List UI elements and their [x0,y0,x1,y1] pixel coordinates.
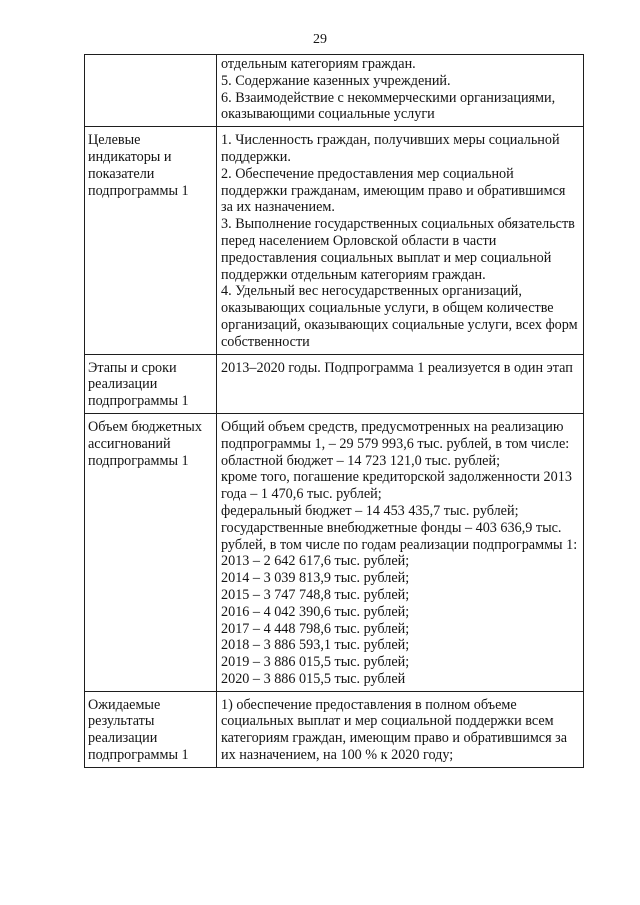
row-label: Объем бюджетных ассигнований подпрограммы 1 [85,413,217,691]
text-line: кроме того, погашение кредиторской задолженности 2013 года – 1 470,6 тыс. рублей; [221,469,572,503]
text-line: федеральный бюджет – 14 453 435,7 тыс. рублей; [221,502,519,519]
text-line: 1. Численность граждан, получивших меры социальной поддержки. [221,132,560,165]
row-label: Этапы и сроки реализации подпрограммы 1 [85,354,217,413]
row-value [217,413,584,691]
table-row [85,691,584,767]
row-label: Целевые индикаторы и показатели подпрограммы 1 [85,127,217,354]
text-line: 2013–2020 годы. Подпрограмма 1 реализуется в один этап [221,359,573,376]
table-row [85,354,584,413]
text-line: 1) обеспечение предоставления в полном объеме социальных выплат и мер социальной поддержки всем категориям граждан, имеющим право и обратившимся за их назначением, на 100 % к 2020 году; [221,696,568,764]
text-line: 2013 – 2 642 617,6 тыс. рублей; [221,553,410,570]
text-line: отдельным категориям граждан. [221,56,416,72]
text-line: 5. Содержание казенных учреждений. [221,72,451,89]
row-value [217,55,584,127]
table-row [85,127,584,354]
text-line: Общий объем средств, предусмотренных на реализацию подпрограммы 1, – 29 579 993,6 тыс. рублей, в том числе: областной бюджет – 14 723 121,0 тыс. рублей; [221,418,570,469]
text-line: 2019 – 3 886 015,5 тыс. рублей; [221,654,410,671]
subprogram-passport-table [84,54,584,768]
text-line: 2020 – 3 886 015,5 тыс. рублей [221,670,406,687]
text-line: 2015 – 3 747 748,8 тыс. рублей; [221,586,410,603]
text-line: 2017 – 4 448 798,6 тыс. рублей; [221,620,410,637]
row-label [85,55,217,127]
row-value [217,127,584,354]
text-line: государственные внебюджетные фонды – 403 636,9 тыс. рублей, в том числе по годам реализации подпрограммы 1: [221,519,578,553]
text-line: 2016 – 4 042 390,6 тыс. рублей; [221,603,410,620]
row-label: Ожидаемые результаты реализации подпрограммы 1 [85,691,217,767]
text-line: 6. Взаимодействие с некоммерческими организациями, оказывающими социальные услуги [221,89,556,123]
text-line: 2014 – 3 039 813,9 тыс. рублей; [221,570,410,587]
row-value [217,354,584,413]
text-line: 4. Удельный вес негосударственных организаций, оказывающих социальные услуги, в общем количестве организаций, оказывающих социальные услуги, всех форм собственности [221,283,578,350]
table-row [85,55,584,127]
text-line: 3. Выполнение государственных социальных обязательств перед населением Орловской области в части предоставления социальных выплат и мер социальной поддержки отдельным категориям граждан. [221,216,575,283]
page-number: 29 [313,32,327,47]
text-line: 2018 – 3 886 593,1 тыс. рублей; [221,637,410,654]
text-line: 2. Обеспечение предоставления мер социальной поддержки гражданам, имеющим право и обратившимся за их назначением. [221,165,566,216]
table-row [85,413,584,691]
row-value [217,691,584,767]
